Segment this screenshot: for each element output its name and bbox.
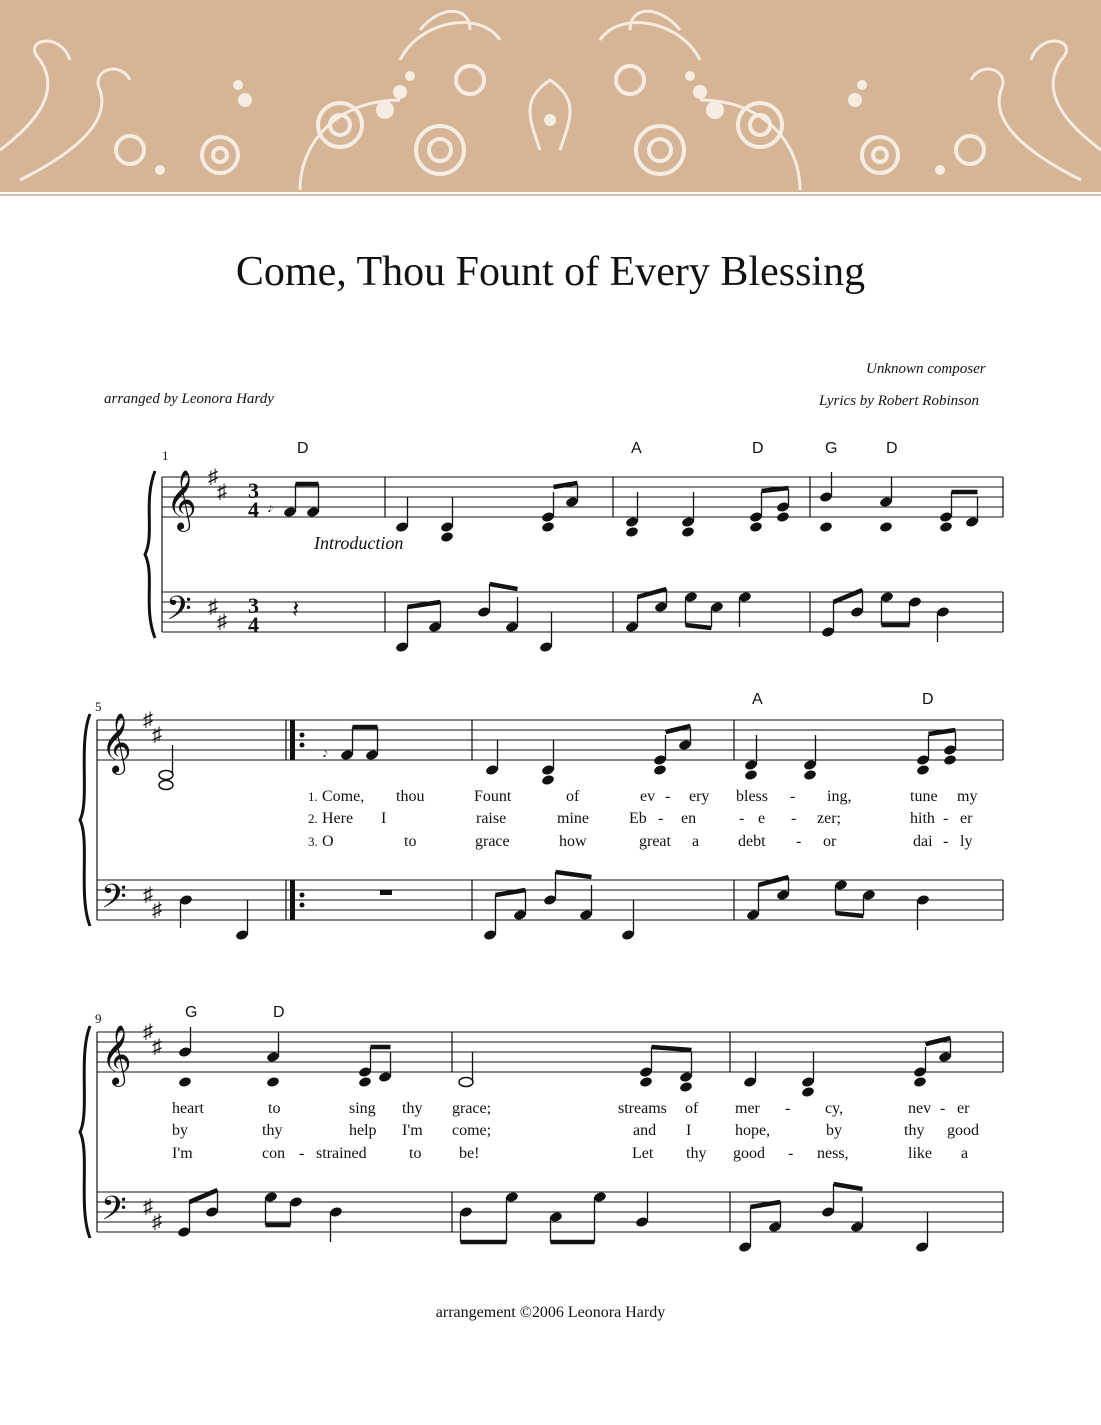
lyric-syllable: thy	[904, 1122, 925, 1139]
lyric-syllable: Here	[322, 810, 354, 827]
grace-note: 𝆕	[323, 746, 328, 761]
note-beam	[556, 872, 592, 877]
repeat-dot	[300, 743, 305, 748]
note-head	[744, 769, 758, 781]
note-beam	[496, 890, 526, 895]
note-head	[916, 764, 930, 776]
grand-staff-brace	[145, 471, 155, 638]
chord-symbol: A	[752, 691, 763, 708]
lyric-syllable: -	[665, 788, 671, 805]
lyric-syllable: or	[823, 833, 837, 850]
lyric-syllable: by	[826, 1122, 842, 1139]
repeat-dot	[300, 893, 305, 898]
lyric-syllable: to	[268, 1100, 281, 1117]
time-signature-bottom: 4	[248, 612, 259, 637]
repeat-barline	[290, 880, 295, 920]
lyric-syllable: Come,	[322, 788, 365, 805]
key-signature-sharp: ♯	[152, 724, 162, 746]
note-head	[939, 521, 953, 533]
key-signature-sharp: ♯	[152, 1211, 162, 1233]
note-head	[749, 521, 763, 533]
lyric-syllable: debt	[738, 833, 766, 850]
lyric-syllable: be!	[459, 1145, 480, 1162]
note-head	[653, 764, 667, 776]
lyric-syllable: hope,	[735, 1122, 771, 1139]
lyric-syllable: er	[957, 1100, 970, 1117]
chord-symbol: A	[631, 440, 642, 457]
half-note-head	[459, 1078, 473, 1087]
lyric-syllable: come;	[452, 1122, 492, 1139]
lyric-syllable: of	[566, 788, 580, 805]
repeat-barline	[290, 720, 295, 760]
chord-symbol: D	[273, 1004, 285, 1021]
lyric-syllable: mine	[557, 810, 589, 827]
lyric-syllable: nev	[908, 1100, 932, 1117]
note-head	[913, 1076, 927, 1088]
lyric-syllable: I'm	[402, 1122, 423, 1139]
lyric-syllable: -	[943, 810, 949, 827]
treble-clef: 𝄞	[101, 715, 132, 772]
note-head	[801, 1086, 815, 1098]
measure-number: 1	[162, 448, 169, 463]
lyricist-credit: Lyrics by Robert Robinson	[819, 393, 979, 409]
lyric-syllable: help	[349, 1122, 377, 1139]
whole-rest	[380, 890, 392, 895]
chord-symbol: G	[825, 440, 838, 457]
note-beam	[652, 1047, 692, 1050]
lyric-syllable: Let	[632, 1145, 654, 1162]
lyric-syllable: hith	[910, 810, 935, 827]
lyric-syllable: Eb	[629, 810, 647, 827]
bass-clef: 𝄢	[166, 590, 192, 635]
lyric-syllable: to	[404, 833, 417, 850]
lyric-syllable: thy	[686, 1145, 707, 1162]
lyric-syllable: e	[758, 810, 766, 827]
note-beam	[638, 589, 667, 597]
lyric-syllable: I	[381, 810, 387, 827]
lyric-syllable: good	[733, 1145, 765, 1162]
chord-symbol: D	[922, 691, 934, 708]
verse-number: 1.	[308, 789, 318, 804]
note-head	[639, 1076, 653, 1088]
note-head	[776, 511, 790, 523]
lyric-syllable: -	[791, 810, 797, 827]
verse-number: 3.	[308, 834, 318, 849]
lyric-syllable: I	[686, 1122, 692, 1139]
lyric-syllable: -	[940, 1100, 946, 1117]
copyright-footer: arrangement ©2006 Leonora Hardy	[435, 1304, 666, 1321]
lyric-syllable: Fount	[474, 788, 512, 805]
half-note-head	[159, 781, 173, 790]
key-signature-sharp: ♯	[208, 596, 218, 618]
lyric-syllable: and	[633, 1122, 657, 1139]
lyric-syllable: by	[172, 1122, 188, 1139]
key-signature-sharp: ♯	[152, 1036, 162, 1058]
chord-symbol: D	[297, 440, 309, 457]
measure-number: 9	[95, 1011, 102, 1026]
lyric-syllable: ev	[640, 788, 656, 805]
note-head	[681, 526, 695, 538]
lyric-syllable: -	[790, 788, 796, 805]
measure-number: 5	[95, 699, 102, 714]
lyric-syllable: my	[957, 788, 978, 805]
lyric-syllable: strained	[316, 1145, 367, 1162]
treble-clef: 𝄞	[166, 472, 197, 529]
chord-symbol: G	[185, 1004, 198, 1021]
repeat-dot	[300, 733, 305, 738]
arranger-credit: arranged by Leonora Hardy	[104, 391, 274, 407]
lyric-syllable: I'm	[172, 1145, 193, 1162]
note-head	[819, 521, 833, 533]
note-beam	[929, 730, 956, 734]
lyric-syllable: like	[908, 1145, 932, 1162]
lyric-syllable: ing,	[827, 788, 852, 805]
banner-divider	[0, 194, 1101, 196]
note-head	[625, 526, 639, 538]
note-beam	[759, 877, 789, 885]
lyric-syllable: a	[692, 833, 700, 850]
lyric-syllable: zer;	[817, 810, 841, 827]
lyric-syllable: -	[299, 1145, 305, 1162]
lyric-syllable: bless	[736, 788, 768, 805]
lyric-syllable: good	[947, 1122, 979, 1139]
sheet-music	[0, 420, 1101, 1260]
grace-note: 𝆕	[268, 501, 273, 516]
note-head	[679, 1081, 693, 1093]
key-signature-sharp: ♯	[143, 709, 153, 731]
lyric-syllable: thou	[396, 788, 425, 805]
lyric-syllable: great	[639, 833, 671, 850]
lyric-syllable: -	[788, 1145, 794, 1162]
lyric-syllable: ness,	[817, 1145, 849, 1162]
lyric-syllable: raise	[476, 810, 507, 827]
note-beam	[554, 483, 578, 487]
note-beam	[926, 1038, 951, 1044]
song-title: Come, Thou Fount of Every Blessing	[235, 249, 866, 295]
note-head	[541, 521, 555, 533]
key-signature-sharp: ♯	[143, 1196, 153, 1218]
lyric-syllable: con	[262, 1145, 286, 1162]
note-head	[803, 769, 817, 781]
lyric-syllable: -	[785, 1100, 791, 1117]
bass-clef: 𝄢	[101, 1190, 127, 1235]
chord-symbol: D	[752, 440, 764, 457]
note-head	[879, 521, 893, 533]
note-beam	[666, 726, 691, 732]
lyric-syllable: tune	[910, 788, 938, 805]
key-signature-sharp: ♯	[208, 466, 218, 488]
verse-number: 2.	[308, 811, 318, 826]
lyric-syllable: cy,	[825, 1100, 844, 1117]
note-head	[266, 1076, 280, 1088]
lyric-syllable: grace;	[452, 1100, 492, 1117]
key-signature-sharp: ♯	[152, 899, 162, 921]
lyric-syllable: thy	[262, 1122, 283, 1139]
time-signature-top: 3	[248, 478, 259, 503]
note-head	[440, 531, 454, 543]
note-head	[358, 1076, 372, 1088]
lyric-syllable: heart	[172, 1100, 204, 1117]
time-signature-bottom: 4	[248, 497, 259, 522]
note-head	[178, 1076, 192, 1088]
key-signature-sharp: ♯	[143, 884, 153, 906]
lyric-syllable: thy	[402, 1100, 423, 1117]
quarter-rest: 𝄽	[292, 597, 300, 623]
note-beam	[836, 913, 864, 916]
lyric-syllable: a	[961, 1145, 969, 1162]
lyric-syllable: -	[943, 833, 949, 850]
note-head	[541, 774, 555, 786]
bass-clef: 𝄢	[101, 878, 127, 923]
note-beam	[751, 1202, 781, 1207]
treble-clef: 𝄞	[101, 1027, 132, 1084]
time-signature-top: 3	[248, 593, 259, 618]
half-note-head	[159, 771, 173, 780]
lyric-syllable: en	[681, 810, 697, 827]
lyric-syllable: -	[796, 833, 802, 850]
key-signature-sharp: ♯	[217, 481, 227, 503]
chord-symbol: D	[886, 440, 898, 457]
note-beam	[762, 488, 789, 491]
lyric-syllable: how	[559, 833, 587, 850]
ornamental-banner	[0, 0, 1101, 192]
lyric-syllable: -	[658, 810, 664, 827]
lyric-syllable: er	[960, 810, 973, 827]
note-beam	[834, 1184, 863, 1189]
grand-staff-brace	[80, 1026, 90, 1238]
lyric-syllable: grace	[475, 833, 510, 850]
lyric-syllable: sing	[349, 1100, 376, 1117]
lyric-syllable: ery	[689, 788, 710, 805]
key-signature-sharp: ♯	[217, 611, 227, 633]
note-beam	[408, 602, 441, 607]
lyric-syllable: O	[322, 833, 334, 850]
grand-staff-brace	[80, 714, 90, 926]
banner-background	[0, 0, 1101, 192]
note-beam	[490, 584, 518, 589]
note-head	[943, 754, 957, 766]
key-signature-sharp: ♯	[143, 1021, 153, 1043]
lyric-syllable: to	[409, 1145, 422, 1162]
lyric-syllable: streams	[618, 1100, 667, 1117]
lyric-syllable: dai	[913, 833, 933, 850]
repeat-dot	[300, 903, 305, 908]
lyric-syllable: -	[739, 810, 745, 827]
introduction-label: Introduction	[314, 533, 404, 553]
lyric-syllable: of	[685, 1100, 699, 1117]
note-beam	[686, 625, 712, 628]
composer-credit: Unknown composer	[866, 361, 986, 377]
lyric-syllable: mer	[735, 1100, 760, 1117]
lyric-syllable: ly	[960, 833, 973, 850]
